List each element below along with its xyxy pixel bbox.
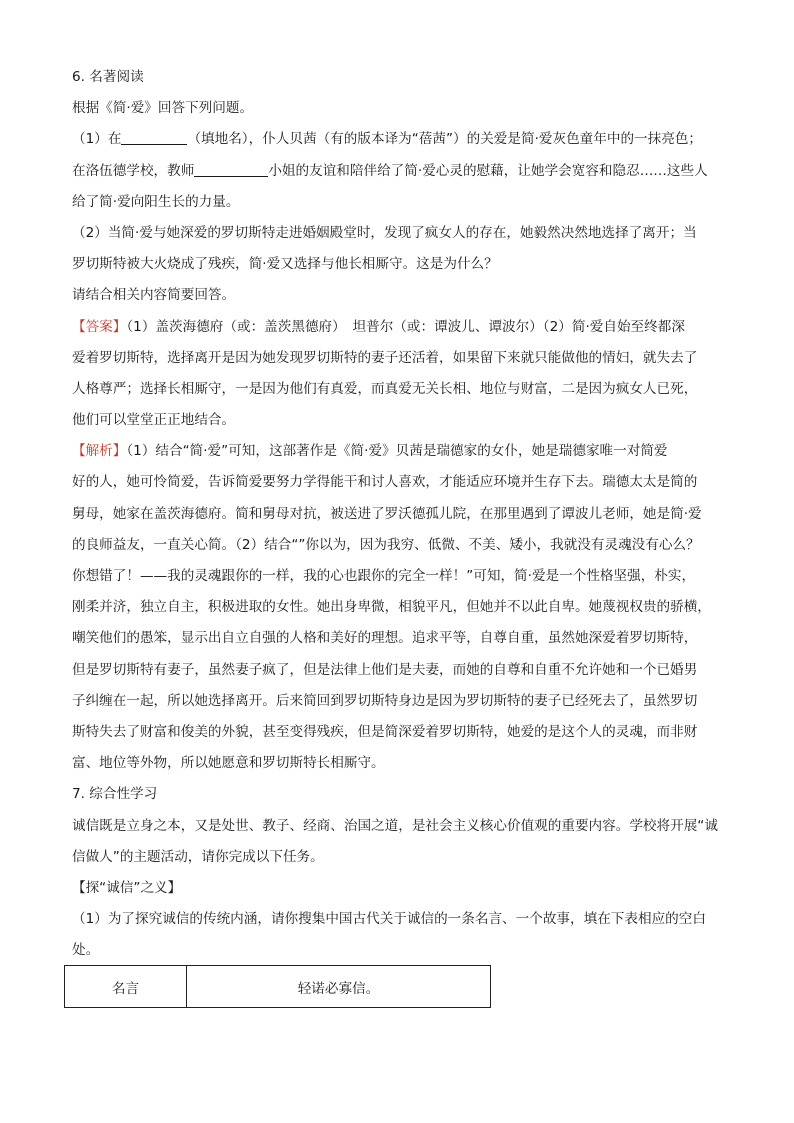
- analysis-line: 刚柔并济，独立自主，积极进取的女性。她出身卑微，相貌平凡，但她并不以此自卑。她蔑视权贵的骄横，: [72, 599, 711, 616]
- q6-sub2-line2: 罗切斯特被大火烧成了残疾，简·爱又选择与他长相厮守。这是为什么？: [72, 256, 498, 273]
- answer-line4: 他们可以堂堂正正地结合。: [72, 412, 236, 429]
- analysis-line: 你想错了！——我的灵魂跟你的一样，我的心也跟你的完全一样！”可知，简·爱是一个性格坚强，朴实，: [72, 568, 696, 584]
- analysis-line: 好的人，她可怜简爱，告诉简爱要努力学得能干和讨人喜欢，才能适应环境并生存下去。瑞德太太是简的: [72, 474, 698, 491]
- q6-sub1-line2: [72, 156, 728, 187]
- analysis-line: 但是罗切斯特有妻子，虽然妻子疯了，但是法律上他们是夫妻，而她的自尊和自重不允许她和一个已婚男: [72, 661, 698, 678]
- text-span: （1）结合“简·爱”可知，这部著作是《简·爱》贝茜是瑞德家的女仆，她是瑞德家唯一对简爱: [126, 443, 668, 460]
- text-span: （1）在: [72, 131, 122, 148]
- q6-intro: 根据《简·爱》回答下列问题。: [72, 100, 254, 117]
- motto-table: [64, 965, 491, 1008]
- analysis-line: 的良师益友，一直关心简。（2）结合“”你以为，因为我穷、低微、不美、矮小，我就没有灵魂没有心么？: [72, 536, 700, 553]
- fill-blank-place: [121, 130, 187, 145]
- q7-title: 7. 综合性学习: [72, 786, 158, 803]
- motto-label-cell: 名言: [65, 966, 187, 1008]
- q7-section-heading: 【探“诚信”之义】: [72, 879, 182, 896]
- motto-value-cell: 轻诺必寡信。: [187, 966, 491, 1008]
- q7-task-line1: （1）为了探究诚信的传统内涵，请你搜集中国古代关于诚信的一条名言、一个故事，填在下表相应的空白: [72, 911, 706, 928]
- text-span: 小姐的友谊和陪伴给了简·爱心灵的慰藉，让她学会宽容和隐忍……这些人: [268, 162, 708, 179]
- analysis-line: 嘲笑他们的愚笨，显示出自立自强的人格和美好的理想。追求平等，自尊自重，虽然她深爱着罗切斯特，: [72, 630, 698, 647]
- q7-intro-line1: 诚信既是立身之本，又是处世、教子、经商、治国之道，是社会主义核心价值观的重要内容。学校将开展“诚: [72, 817, 718, 834]
- q6-sub2-line1: （2）当简·爱与她深爱的罗切斯特走进婚姻殿堂时，发现了疯女人的存在，她毅然决然地选择了离开；当: [72, 224, 697, 241]
- answer-line3: 人格尊严；选择长相厮守，一是因为他们有真爱，而真爱无关长相、地位与财富，二是因为疯女人已死，: [72, 380, 698, 397]
- analysis-line1: [72, 436, 728, 467]
- analysis-line: 舅母，她家在盖茨海德府。简和舅母对抗，被送进了罗沃德孤儿院，在那里遇到了谭波儿老师，她是简·爱: [72, 505, 702, 522]
- document-page: [72, 62, 728, 966]
- answer-tag: 【答案】: [72, 318, 127, 335]
- fill-blank-teacher: [194, 162, 268, 177]
- analysis-line: 富、地位等外物，所以她愿意和罗切斯特长相厮守。: [72, 755, 385, 772]
- analysis-line: 子纠缠在一起，所以她选择离开。后来简回到罗切斯特身边是因为罗切斯特的妻子已经死去了，虽然罗切: [72, 692, 698, 709]
- text-span: （填地名），仆人贝茜（有的版本译为“蓓茜”）的关爱是简·爱灰色童年中的一抹亮色；: [187, 131, 703, 148]
- text-span: （1）盖茨海德府（或：盖茨黑德府） 坦普尔（或：谭波儿、谭波尔）（2）简·爱自始至终都深: [126, 318, 685, 335]
- q6-sub2-line3: 请结合相关内容简要回答。: [72, 287, 236, 304]
- q7-task-line2: 处。: [72, 942, 100, 959]
- q6-title: 6. 名著阅读: [72, 69, 144, 85]
- answer-line1: [72, 312, 728, 343]
- analysis-tag: 【解析】: [72, 443, 127, 460]
- q6-sub1-line3: 给了简·爱向阳生长的力量。: [72, 193, 240, 210]
- q6-sub1-line1: [72, 124, 728, 155]
- answer-line2: 爱着罗切斯特，选择离开是因为她发现罗切斯特的妻子还活着，如果留下来就只能做他的情妇，就失去了: [72, 349, 698, 366]
- q7-intro-line2: 信做人”的主题活动，请你完成以下任务。: [72, 848, 324, 865]
- text-span: 在洛伍德学校，教师: [72, 162, 195, 179]
- analysis-line: 斯特失去了财富和俊美的外貌，甚至变得残疾，但是简深爱着罗切斯特，她爱的是这个人的灵魂，而非财: [72, 723, 698, 740]
- table-row: [65, 966, 491, 1008]
